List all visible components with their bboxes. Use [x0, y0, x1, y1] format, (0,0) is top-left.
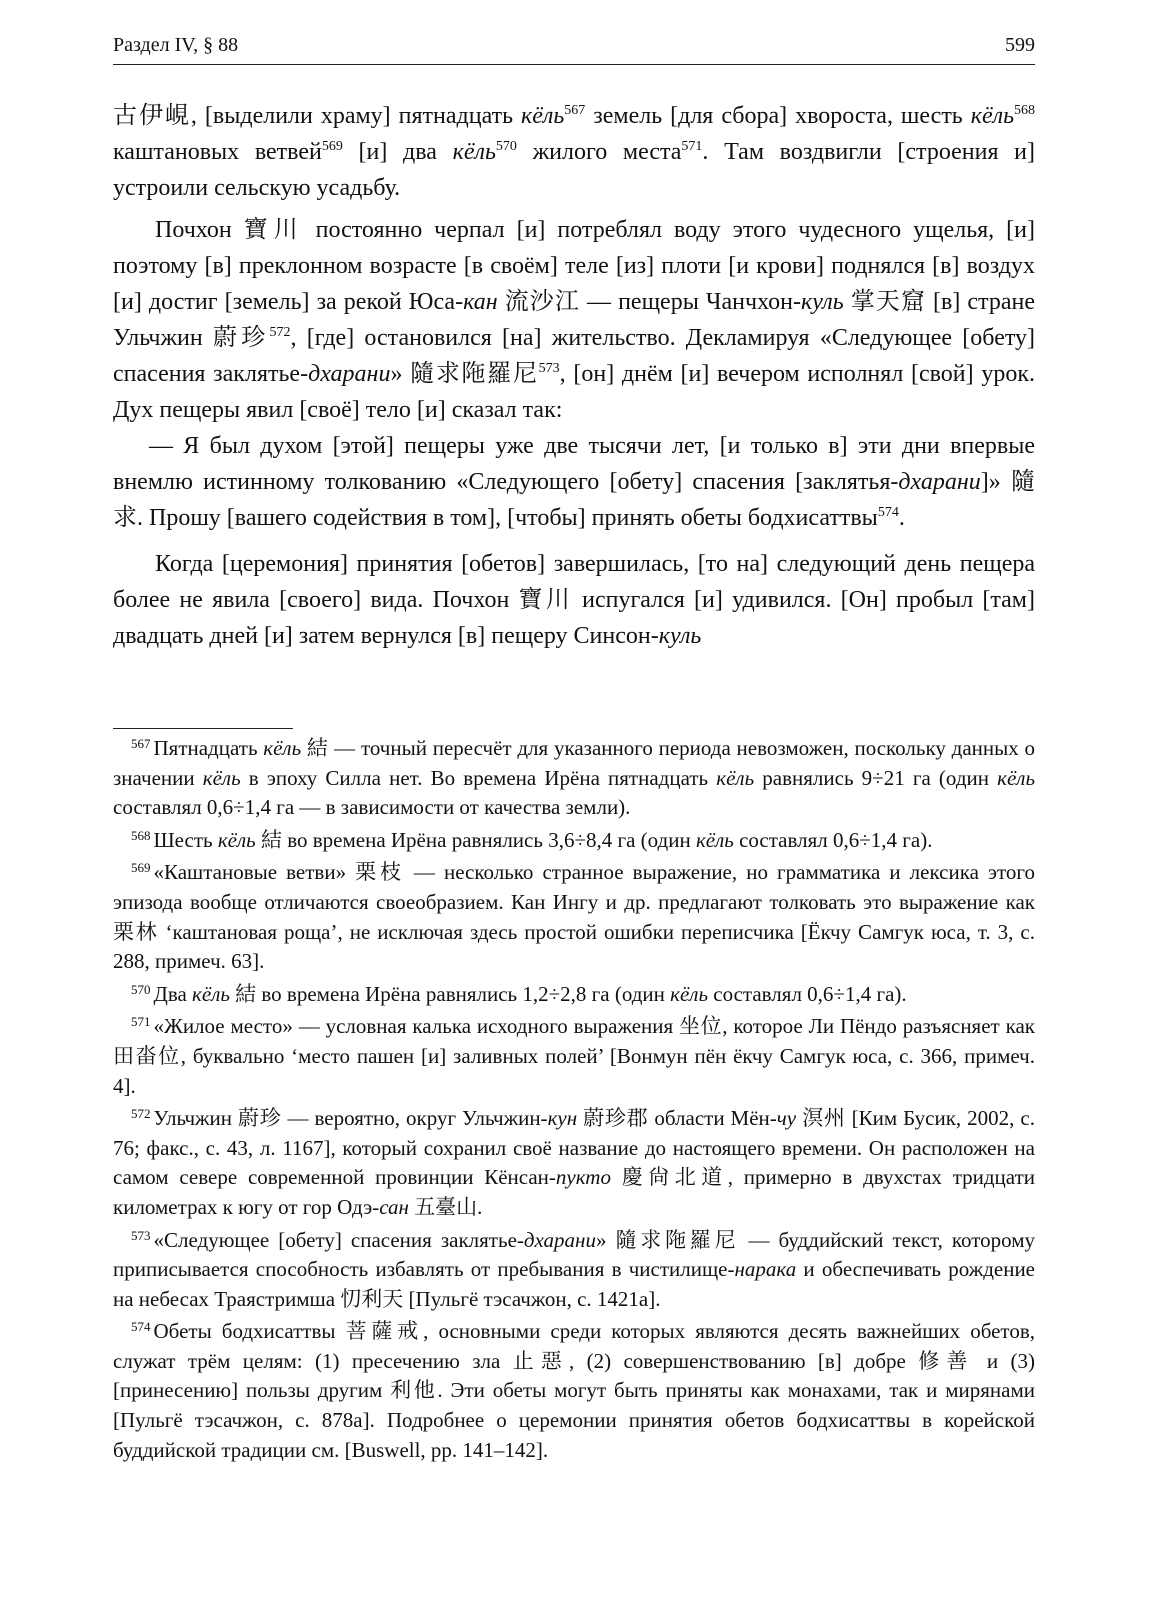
footnote-573: $^{573}$ «Следующее [обету] спасения заклятье-дхарани» 隨求陁羅尼 — буддийский текст, которому приписывается способность избавлять от пребывания в чистилище-нарака и обеспечивать рождение на небесах Траястримша 忉利天 [Пульгё тэсачжон, с. 1421а].: [113, 1227, 1036, 1311]
footnote-ref-572[interactable]: 572: [269, 325, 291, 340]
footnote-567: $^{567}$ Пятнадцать кёль 結 — точный пересчёт для указанного периода невозможен, поскольку данных о значении кёль в эпоху Силла нет. Во времена Ирёна пятнадцать кёль равнялись 9÷21 га (один кёль составлял 0,6÷1,4 га — в зависимости от качества земли).: [113, 736, 1035, 820]
footnotes: [113, 734, 1035, 1465]
running-header: [113, 30, 1035, 65]
page-number: 599: [1005, 34, 1035, 56]
section-title: Раздел IV, § 88: [113, 34, 239, 56]
main-text: [113, 98, 1035, 654]
footnote-571: $^{571}$ «Жилое место» — условная калька исходного выражения 坐位, которое Ли Пёндо разъясняет как 田畓位, буквально ‘место пашен [и] заливных полей’ [Вонмун пён ёкчу Самгук юса, с. 366, примеч. 4].: [113, 1014, 1035, 1098]
footnote-568: $^{568}$ Шесть кёль 結 во времена Ирёна равнялись 3,6÷8,4 га (один кёль составлял 0,6÷1,4 га).: [131, 827, 933, 852]
footnote-ref-570[interactable]: 570: [495, 139, 517, 154]
footnote-574: $^{574}$ Обеты бодхисаттвы 菩薩戒, основными среди которых являются десять важнейших обетов, служат трём целям: (1) пресечению зла 止惡, (2) совершенствованию [в] добре 修善 и (3) [принесению] пользы другим 利他. Эти обеты могут быть приняты как монахами, так и мирянами [Пульгё тэсачжон, с. 878а]. Подробнее о церемонии принятия обетов бодхисаттвы в корейской буддийской традиции см. [Buswell, pp. 141–142].: [113, 1319, 1035, 1462]
footnote-569: $^{569}$ «Каштановые ветви» 栗枝 — несколько странное выражение, но грамматика и лексика этого эпизода вообще отличаются своеобразием. Кан Ингу и др. предлагают толковать это выражение как 栗林 ‘каштановая роща’, не исключая здесь простой ошибки переписчика [Ёкчу Самгук юса, т. 3, с. 288, примеч. 63].: [113, 860, 1035, 974]
footnote-ref-574[interactable]: 574: [877, 505, 899, 520]
paragraph-2: Почхон 寶川 постоянно черпал [и] потреблял воду этого чудесного ущелья, [и] поэтому [в] преклонном возрасте [в своём] теле [из] плоти [и крови] поднялся [в] воздух [и] достиг [земель] за рекой Юса-кан 流沙江 — пещеры Чанчхон-куль 掌天窟 [в] стране Ульчжин 蔚珍$^{572}$, [где] остановился [на] жительство. Декламируя «Следующее [обету] спасения заклятье-дхарани» 隨求陁羅尼$^{573}$, [он] днём [и] вечером исполнял [свой] урок. Дух пещеры явил [своё] тело [и] сказал так:: [113, 217, 1036, 423]
footnote-separator: [113, 728, 293, 729]
footnote-572: $^{572}$ Ульчжин 蔚珍 — вероятно, округ Ульчжин-кун 蔚珍郡 области Мён-чу 溟州 [Ким Бусик, 2002, с. 76; факс., с. 43, л. 1167], который сохранил своё название до настоящего времени. Он расположен на самом севере современной провинции Кёнсан-пукто 慶尙北道, примерно в двухстах тридцати километрах к югу от гор Одэ-сан 五臺山.: [113, 1106, 1035, 1219]
footnote-ref-567[interactable]: 567: [564, 103, 586, 118]
paragraph-3: — Я был духом [этой] пещеры уже две тысячи лет, [и только в] эти дни впервые внемлю истинному толкованию «Следующего [обету] спасения [заклятья-дхарани]» 隨求. Прошу [вашего содействия в том], [чтобы] принять обеты бодхисаттвы$^{574}$.: [113, 433, 1035, 531]
footnote-ref-569[interactable]: 569: [321, 139, 343, 154]
footnote-ref-568[interactable]: 568: [1014, 103, 1035, 118]
footnote-ref-573[interactable]: 573: [538, 361, 560, 376]
footnote-ref-571[interactable]: 571: [681, 139, 703, 154]
paragraph-4: Когда [церемония] принятия [обетов] завершилась, [то на] следующий день пещера более не явила [своего] вида. Почхон 寶川 испугался [и] удивился. [Он] пробыл [там] двадцать дней [и] затем вернулся [в] пещеру Синсон-куль: [113, 551, 1035, 649]
footnote-570: $^{570}$ Два кёль 結 во времена Ирёна равнялись 1,2÷2,8 га (один кёль составлял 0,6÷1,4 га).: [131, 981, 907, 1006]
paragraph-1: 古伊峴, [выделили храму] пятнадцать кёль$^{567}$ земель [для сбора] хвороста, шесть кёль$^{568}$ каштановых ветвей$^{569}$ [и] два кёль$^{570}$ жилого места$^{571}$. Там воздвигли [строения и] устроили сельскую усадьбу.: [113, 103, 1036, 201]
